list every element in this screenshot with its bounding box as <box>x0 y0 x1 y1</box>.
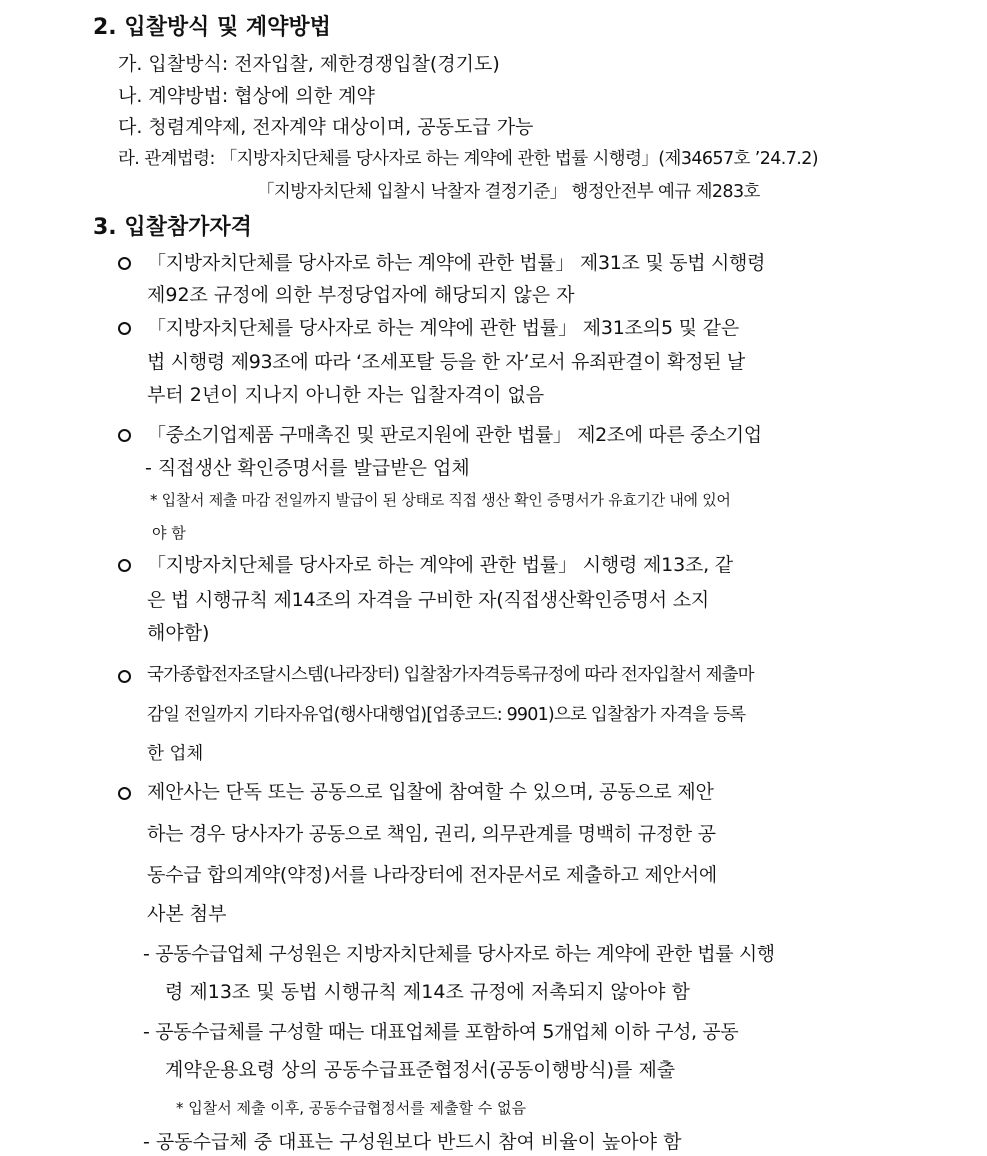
circle-bullet-icon <box>118 425 131 449</box>
qualification-2-line-1: 「지방자치단체를 당사자로 하는 계약에 관한 법률」 제31조의5 및 같은 <box>147 317 739 339</box>
qualification-3-note-line-2: 야 함 <box>152 524 186 542</box>
qualification-4-line-1: 「지방자치단체를 당사자로 하는 계약에 관한 법률」 시행령 제13조, 같 <box>147 554 733 576</box>
qualification-6-line-1: 제안사는 단독 또는 공동으로 입찰에 참여할 수 있으며, 공동으로 제안 <box>147 781 714 803</box>
qualification-5-line-3: 한 업체 <box>147 744 204 764</box>
item-na: 나. 계약방법: 협상에 의한 계약 <box>118 85 375 107</box>
qualification-4-line-2: 은 법 시행규칙 제14조의 자격을 구비한 자(직접생산확인증명서 소지 <box>147 589 710 611</box>
qualification-1-line-1: 「지방자치단체를 당사자로 하는 계약에 관한 법률」 제31조 및 동법 시행령 <box>147 252 766 274</box>
item-ra-cont: 「지방자치단체 입찰시 낙찰자 결정기준」 행정안전부 예규 제283호 <box>257 182 760 202</box>
circle-bullet-icon <box>118 555 131 579</box>
qualification-4-line-3: 해야함) <box>147 622 210 644</box>
qualification-6-dash-3: - 공동수급체 중 대표는 구성원보다 반드시 참여 비율이 높아야 함 <box>143 1131 682 1153</box>
circle-bullet-icon <box>118 666 131 690</box>
qualification-6-note: * 입찰서 제출 이후, 공동수급협정서를 제출할 수 없음 <box>176 1099 526 1117</box>
qualification-2-line-3: 부터 2년이 지나지 아니한 자는 입찰자격이 없음 <box>147 384 545 406</box>
qualification-6-dash-1-line-1: - 공동수급업체 구성원은 지방자치단체를 당사자로 하는 계약에 관한 법률 시행 <box>143 943 775 965</box>
circle-bullet-icon <box>118 783 131 807</box>
qualification-2-line-2: 법 시행령 제93조에 따라 ‘조세포탈 등을 한 자’로서 유죄판결이 확정된 날 <box>147 351 745 373</box>
qualification-6-line-2: 하는 경우 당사자가 공동으로 책임, 권리, 의무관계를 명백히 규정한 공 <box>147 823 716 845</box>
section-2-heading: 2. 입찰방식 및 계약방법 <box>93 15 331 40</box>
item-ga: 가. 입찰방식: 전자입찰, 제한경쟁입찰(경기도) <box>118 53 500 75</box>
section-3-heading: 3. 입찰참가자격 <box>93 215 252 240</box>
qualification-6-line-3: 동수급 합의계약(약정)서를 나라장터에 전자문서로 제출하고 제안서에 <box>147 864 718 886</box>
qualification-5-line-2: 감일 전일까지 기타자유업(행사대행업)[업종코드: 9901)으로 입찰참가 자격을 등록 <box>147 705 746 725</box>
qualification-6-dash-2-line-1: - 공동수급체를 구성할 때는 대표업체를 포함하여 5개업체 이하 구성, 공동 <box>143 1021 739 1043</box>
item-da: 다. 청렴계약제, 전자계약 대상이며, 공동도급 가능 <box>118 116 534 138</box>
qualification-6-dash-2-line-2: 계약운용요령 상의 공동수급표준협정서(공동이행방식)를 제출 <box>165 1059 676 1081</box>
qualification-5-line-1: 국가종합전자조달시스템(나라장터) 입찰참가자격등록규정에 따라 전자입찰서 제출마 <box>147 665 754 685</box>
qualification-6-dash-1-line-2: 령 제13조 및 동법 시행규칙 제14조 규정에 저촉되지 않아야 함 <box>165 981 690 1003</box>
circle-bullet-icon <box>118 253 131 277</box>
item-ra: 라. 관계법령: 「지방자치단체를 당사자로 하는 계약에 관한 법률 시행령」(제34657호 ’24.7.2) <box>118 149 819 169</box>
qualification-3-dash: - 직접생산 확인증명서를 발급받은 업체 <box>145 457 470 479</box>
qualification-1-line-2: 제92조 규정에 의한 부정당업자에 해당되지 않은 자 <box>147 284 575 306</box>
qualification-3-line-1: 「중소기업제품 구매촉진 및 판로지원에 관한 법률」 제2조에 따른 중소기업 <box>147 424 762 446</box>
qualification-3-note-line-1: * 입찰서 제출 마감 전일까지 발급이 된 상태로 직접 생산 확인 증명서가 유효기간 내에 있어 <box>150 491 731 509</box>
qualification-6-line-4: 사본 첨부 <box>147 903 227 925</box>
circle-bullet-icon <box>118 318 131 342</box>
